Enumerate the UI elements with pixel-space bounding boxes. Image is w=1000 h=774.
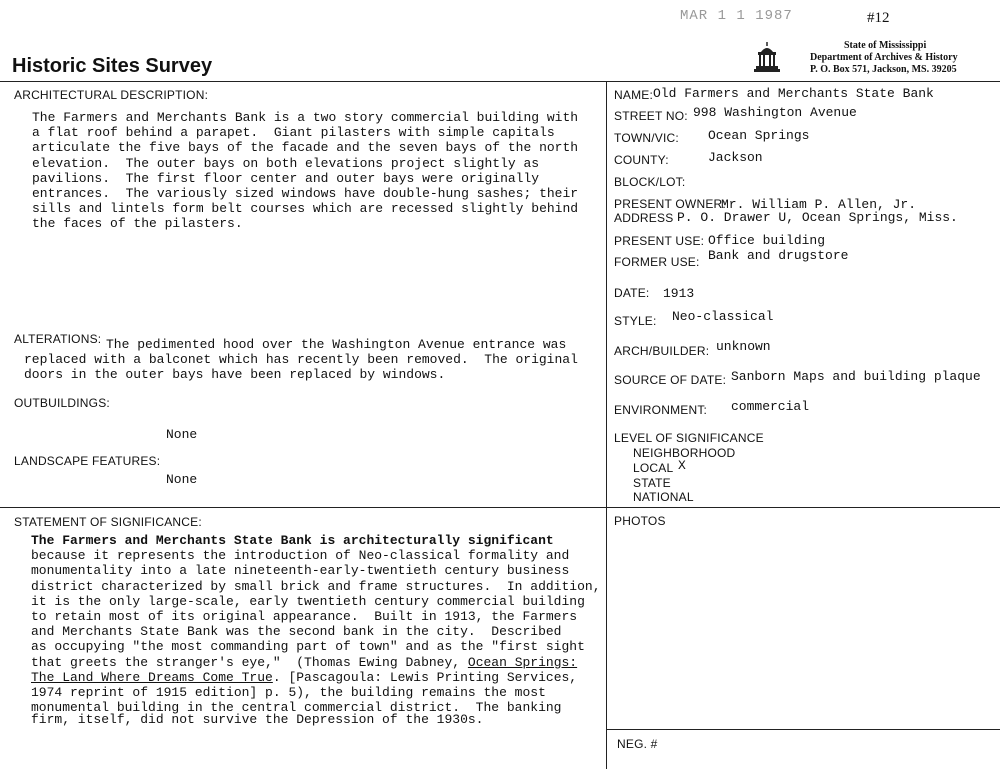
received-stamp: MAR 1 1 1987 — [680, 8, 793, 24]
significance-level-label: LEVEL OF SIGNIFICANCE — [614, 431, 764, 445]
owner-value: Mr. William P. Allen, Jr. — [721, 197, 917, 212]
street-value: 998 Washington Avenue — [693, 105, 857, 120]
text-line: because it represents the introduction of Neo-classical formality and — [31, 548, 570, 564]
outbuildings-value: None — [166, 427, 198, 442]
name-label: NAME: — [614, 88, 654, 102]
alterations-label: ALTERATIONS: — [14, 332, 102, 346]
book-title: Ocean Springs: — [467, 654, 578, 670]
address-value: P. O. Drawer U, Ocean Springs, Miss. — [677, 210, 958, 225]
county-value: Jackson — [708, 150, 763, 165]
present-use-label: PRESENT USE: — [614, 234, 705, 248]
text-segment: . [Pascagoula: Lewis Printing Services, — [272, 669, 578, 685]
top-rule — [0, 81, 1000, 82]
text-segment: that greets the stranger's eye," (Thomas Ewing Dabney, — [31, 654, 461, 670]
town-label: TOWN/VIC: — [614, 131, 679, 145]
level-local-mark: X — [678, 458, 686, 473]
photos-label: PHOTOS — [614, 514, 666, 528]
alterations-line-3: doors in the outer bays have been replaced by windows. — [24, 367, 446, 382]
source-of-date-value: Sanborn Maps and building plaque — [731, 369, 981, 384]
text-line — [31, 655, 601, 670]
text-line: entrances. The variously sized windows have double-hung sashes; their — [32, 186, 579, 202]
text-line: sills and lintels form belt courses which are recessed slightly behind — [32, 201, 579, 217]
level-neighborhood: NEIGHBORHOOD — [633, 446, 736, 460]
agency-line-3: P. O. Box 571, Jackson, MS. 39205 — [810, 64, 957, 75]
date-label: DATE: — [614, 286, 650, 300]
text-line: a flat roof behind a parapet. Giant pilasters with simple capitals — [32, 125, 555, 141]
text-line: as occupying "the most commanding part of town" and as the "first sight — [31, 639, 585, 655]
book-title: The Land Where Dreams Come True — [31, 669, 273, 685]
statement-of-significance-label: STATEMENT OF SIGNIFICANCE: — [14, 515, 202, 529]
environment-label: ENVIRONMENT: — [614, 403, 708, 417]
text-line: it is the only large-scale, early twentieth century commercial building — [31, 593, 585, 609]
significance-text — [31, 533, 601, 728]
neg-rule — [606, 729, 1000, 730]
block-lot-label: BLOCK/LOT: — [614, 175, 686, 189]
arch-builder-label: ARCH/BUILDER: — [614, 344, 710, 358]
landscape-value: None — [166, 472, 198, 487]
text-line: district characterized by small brick and frame structures. In addition, — [31, 578, 601, 594]
owner-label: PRESENT OWNER: — [614, 197, 726, 211]
former-use-label: FORMER USE: — [614, 255, 700, 269]
source-of-date-label: SOURCE OF DATE: — [614, 373, 727, 387]
page-title: Historic Sites Survey — [12, 55, 213, 77]
level-local: LOCAL — [633, 461, 674, 475]
middle-rule — [0, 507, 1000, 508]
text-line: articulate the five bays of the facade and the seven bays of the north — [32, 140, 579, 156]
text-line: pavilions. The first floor center and outer bays were originally — [32, 170, 540, 186]
style-value: Neo-classical — [672, 309, 774, 324]
arch-builder-value: unknown — [716, 339, 771, 354]
address-label: ADDRESS — [614, 211, 674, 225]
text-line — [31, 670, 601, 685]
street-label: STREET NO: — [614, 109, 688, 123]
text-line: monumental building in the central commercial district. The banking — [31, 700, 562, 716]
text-line: firm, itself, did not survive the Depression of the 1930s. — [31, 712, 484, 728]
text-line: elevation. The outer bays on both elevations project slightly as — [32, 155, 540, 171]
former-use-value: Bank and drugstore — [708, 248, 849, 263]
style-label: STYLE: — [614, 314, 657, 328]
state-seal-icon — [752, 40, 782, 74]
agency-line-1: State of Mississippi — [844, 40, 927, 51]
name-value: Old Farmers and Merchants State Bank — [653, 86, 934, 101]
alterations-line-1: The pedimented hood over the Washington Avenue entrance was — [106, 337, 567, 352]
text-line: and Merchants State Bank was the second bank in the city. Described — [31, 624, 562, 640]
text-line: the faces of the pilasters. — [32, 216, 243, 232]
center-rule — [606, 81, 607, 769]
alterations-line-2: replaced with a balconet which has recently been removed. The original — [24, 352, 578, 367]
text-line: The Farmers and Merchants Bank is a two story commercial building with — [32, 110, 579, 125]
text-line: The Farmers and Merchants State Bank is architecturally significant — [31, 533, 554, 548]
arch-description-label: ARCHITECTURAL DESCRIPTION: — [14, 88, 209, 102]
level-national: NATIONAL — [633, 490, 694, 504]
outbuildings-label: OUTBUILDINGS: — [14, 396, 110, 410]
neg-number-label: NEG. # — [617, 737, 658, 751]
agency-line-2: Department of Archives & History — [810, 52, 958, 63]
arch-description-text — [32, 110, 578, 232]
level-state: STATE — [633, 476, 671, 490]
text-line: monumentality into a late nineteenth-early-twentieth century business — [31, 563, 570, 579]
present-use-value: Office building — [708, 233, 826, 248]
landscape-label: LANDSCAPE FEATURES: — [14, 454, 161, 468]
text-line: to retain most of its original appearance. Built in 1913, the Farmers — [31, 609, 578, 625]
environment-value: commercial — [731, 399, 810, 414]
text-line: 1974 reprint of 1915 edition] p. 5), the building remains the most — [31, 685, 546, 701]
county-label: COUNTY: — [614, 153, 669, 167]
date-value: 1913 — [663, 286, 695, 301]
form-number: #12 — [867, 10, 890, 26]
town-value: Ocean Springs — [708, 128, 810, 143]
